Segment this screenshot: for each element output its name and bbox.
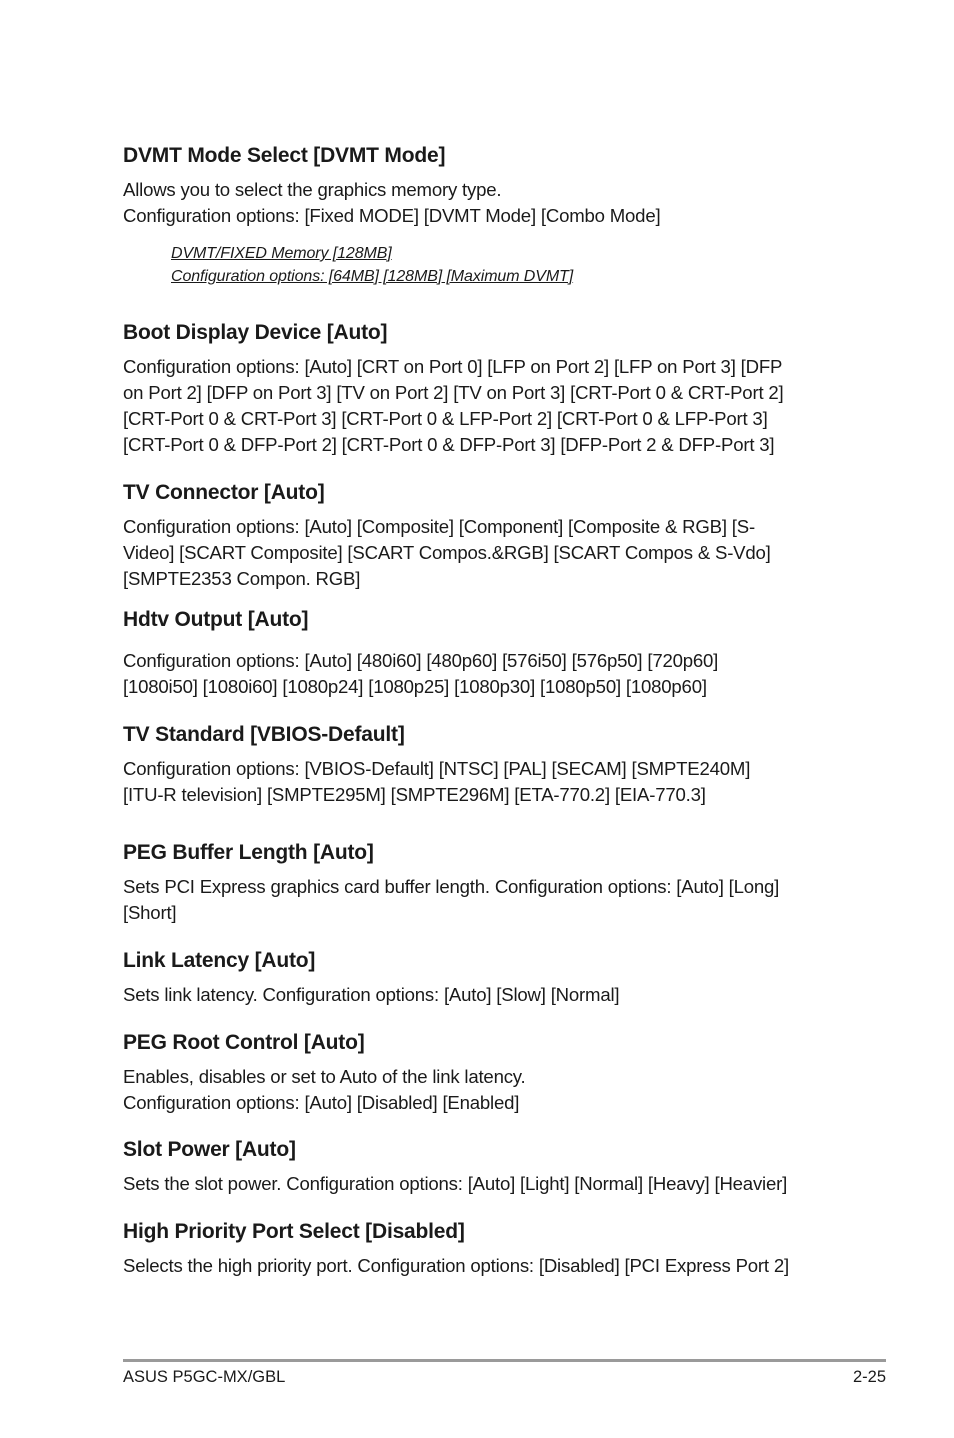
link-latency-line-1: Sets link latency. Configuration options: [Auto] [Slow] [Normal] [123,984,620,1005]
hdtv-output-description [123,648,839,700]
dvmt-mode-description [123,177,839,229]
dvmt-mode-heading: DVMT Mode Select [DVMT Mode] [123,144,446,167]
tv-standard-line-1: Configuration options: [VBIOS-Default] [NTSC] [PAL] [SECAM] [SMPTE240M] [123,758,751,779]
boot-display-line-3: [CRT-Port 0 & CRT-Port 3] [CRT-Port 0 & LFP-Port 2] [CRT-Port 0 & LFP-Port 3] [123,408,768,429]
peg-buffer-line-2: [Short] [123,902,177,923]
tv-connector-line-2: Video] [SCART Composite] [SCART Compos.&RGB] [SCART Compos & S-Vdo] [123,542,771,563]
dvmt-mode-line-1: Allows you to select the graphics memory type. [123,179,502,200]
footer-divider [123,1359,886,1362]
hdtv-output-line-2: [1080i50] [1080i60] [1080p24] [1080p25] [1080p30] [1080p50] [1080p60] [123,676,707,697]
peg-buffer-heading: PEG Buffer Length [Auto] [123,841,374,864]
peg-root-line-1: Enables, disables or set to Auto of the link latency. [123,1066,526,1087]
tv-connector-description [123,514,839,592]
slot-power-description [123,1171,839,1197]
peg-root-description [123,1064,839,1116]
footer-product-name: ASUS P5GC-MX/GBL [123,1368,286,1386]
peg-root-line-2: Configuration options: [Auto] [Disabled] [Enabled] [123,1092,520,1113]
boot-display-heading: Boot Display Device [Auto] [123,321,388,344]
peg-buffer-line-1: Sets PCI Express graphics card buffer length. Configuration options: [Auto] [Long] [123,876,780,897]
link-latency-description [123,982,839,1008]
tv-standard-line-2: [ITU-R television] [SMPTE295M] [SMPTE296M] [ETA-770.2] [EIA-770.3] [123,784,706,805]
high-priority-heading: High Priority Port Select [Disabled] [123,1220,465,1243]
slot-power-heading: Slot Power [Auto] [123,1138,296,1161]
boot-display-line-4: [CRT-Port 0 & DFP-Port 2] [CRT-Port 0 & DFP-Port 3] [DFP-Port 2 & DFP-Port 3] [123,434,775,455]
slot-power-line-1: Sets the slot power. Configuration options: [Auto] [Light] [Normal] [Heavy] [Heavier] [123,1173,788,1194]
dvmt-memory-line-1: DVMT/FIXED Memory [128MB] [171,245,392,262]
dvmt-memory-line-2: Configuration options: [64MB] [128MB] [Maximum DVMT] [171,268,574,285]
tv-standard-description [123,756,839,808]
hdtv-output-line-1: Configuration options: [Auto] [480i60] [480p60] [576i50] [576p50] [720p60] [123,650,719,671]
link-latency-heading: Link Latency [Auto] [123,949,316,972]
tv-standard-heading: TV Standard [VBIOS-Default] [123,723,405,746]
peg-root-heading: PEG Root Control [Auto] [123,1031,365,1054]
tv-connector-line-1: Configuration options: [Auto] [Composite] [Component] [Composite & RGB] [S- [123,516,755,537]
boot-display-line-2: on Port 2] [DFP on Port 3] [TV on Port 2] [TV on Port 3] [CRT-Port 0 & CRT-Port 2] [123,382,784,403]
tv-connector-line-3: [SMPTE2353 Compon. RGB] [123,568,361,589]
hdtv-output-heading: Hdtv Output [Auto] [123,608,309,631]
high-priority-description [123,1253,839,1279]
boot-display-line-1: Configuration options: [Auto] [CRT on Port 0] [LFP on Port 2] [LFP on Port 3] [DFP [123,356,783,377]
tv-connector-heading: TV Connector [Auto] [123,481,325,504]
high-priority-line-1: Selects the high priority port. Configuration options: [Disabled] [PCI Express Port 2] [123,1255,789,1276]
peg-buffer-description [123,874,839,926]
footer-page-number: 2-25 [852,1368,886,1386]
dvmt-mode-line-2: Configuration options: [Fixed MODE] [DVMT Mode] [Combo Mode] [123,205,661,226]
boot-display-description [123,354,839,458]
dvmt-memory-subitem [171,242,573,288]
